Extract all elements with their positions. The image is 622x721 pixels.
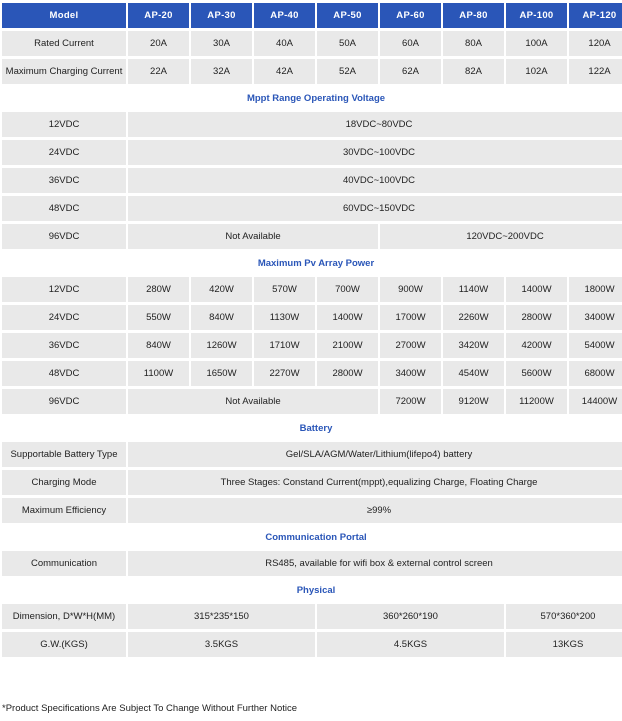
row-label: 36VDC	[2, 168, 126, 193]
communication-row	[2, 551, 622, 576]
table-cell: 840W	[191, 305, 252, 330]
table-cell: 420W	[191, 277, 252, 302]
table-cell: 1140W	[443, 277, 504, 302]
table-cell: 2100W	[317, 333, 378, 358]
table-cell: 6800W	[569, 361, 622, 386]
section-title: Maximum Pv Array Power	[2, 252, 622, 274]
battery-row	[2, 470, 622, 495]
model-name: AP-50	[317, 3, 378, 28]
model-name: AP-100	[506, 3, 567, 28]
table-cell: 1400W	[506, 277, 567, 302]
table-cell: 570*360*200	[506, 604, 622, 629]
row-label: 48VDC	[2, 196, 126, 221]
dimension-row	[2, 604, 622, 629]
row-label: 24VDC	[2, 140, 126, 165]
table-cell: 120VDC~200VDC	[380, 224, 622, 249]
table-cell: 2260W	[443, 305, 504, 330]
table-cell: 3400W	[380, 361, 441, 386]
table-cell: 840W	[128, 333, 189, 358]
communication-section-row	[2, 526, 622, 548]
table-cell: 1130W	[254, 305, 315, 330]
table-cell: 2270W	[254, 361, 315, 386]
table-cell: 4200W	[506, 333, 567, 358]
table-cell: 1800W	[569, 277, 622, 302]
table-cell: 2800W	[317, 361, 378, 386]
pv-row	[2, 305, 622, 330]
row-label: Rated Current	[2, 31, 126, 56]
section-title: Communication Portal	[2, 526, 622, 548]
physical-section-row	[2, 579, 622, 601]
row-label: 96VDC	[2, 389, 126, 414]
row-label: 24VDC	[2, 305, 126, 330]
table-cell: 20A	[128, 31, 189, 56]
mppt-row	[2, 196, 622, 221]
table-cell: 60A	[380, 31, 441, 56]
table-cell: 50A	[317, 31, 378, 56]
battery-row	[2, 498, 622, 523]
table-cell: 102A	[506, 59, 567, 84]
battery-row	[2, 442, 622, 467]
table-cell: 5400W	[569, 333, 622, 358]
table-cell: RS485, available for wifi box & external control screen	[128, 551, 622, 576]
pv-row	[2, 277, 622, 302]
table-cell: 80A	[443, 31, 504, 56]
table-cell: 14400W	[569, 389, 622, 414]
row-label: 48VDC	[2, 361, 126, 386]
model-name: AP-20	[128, 3, 189, 28]
row-label: 36VDC	[2, 333, 126, 358]
section-title: Mppt Range Operating Voltage	[2, 87, 622, 109]
footnote: *Product Specifications Are Subject To Change Without Further Notice	[2, 703, 298, 714]
table-cell: 60VDC~150VDC	[128, 196, 622, 221]
table-cell: 360*260*190	[317, 604, 504, 629]
table-cell: Not Available	[128, 224, 378, 249]
table-cell: Three Stages: Constand Current(mppt),equalizing Charge, Floating Charge	[128, 470, 622, 495]
table-cell: 7200W	[380, 389, 441, 414]
table-cell: 62A	[380, 59, 441, 84]
table-cell: 315*235*150	[128, 604, 315, 629]
table-cell: 550W	[128, 305, 189, 330]
section-title: Battery	[2, 417, 622, 439]
table-cell: 2800W	[506, 305, 567, 330]
model-header: Model	[2, 3, 126, 28]
table-cell: 2700W	[380, 333, 441, 358]
table-cell: 1260W	[191, 333, 252, 358]
header-row	[2, 3, 622, 28]
table-cell: 120A	[569, 31, 622, 56]
table-cell: ≥99%	[128, 498, 622, 523]
table-cell: 3.5KGS	[128, 632, 315, 657]
table-cell: 82A	[443, 59, 504, 84]
table-cell: 4540W	[443, 361, 504, 386]
model-name: AP-120	[569, 3, 622, 28]
model-name: AP-40	[254, 3, 315, 28]
table-cell: 1700W	[380, 305, 441, 330]
table-cell: 13KGS	[506, 632, 622, 657]
table-cell: Not Available	[128, 389, 378, 414]
table-cell: 900W	[380, 277, 441, 302]
table-cell: 700W	[317, 277, 378, 302]
table-cell: 3400W	[569, 305, 622, 330]
mppt-row-96vdc	[2, 224, 622, 249]
table-cell: 18VDC~80VDC	[128, 112, 622, 137]
row-label: G.W.(KGS)	[2, 632, 126, 657]
weight-row	[2, 632, 622, 657]
model-name: AP-30	[191, 3, 252, 28]
row-label: 12VDC	[2, 277, 126, 302]
row-label: 12VDC	[2, 112, 126, 137]
mppt-row	[2, 140, 622, 165]
table-cell: 30VDC~100VDC	[128, 140, 622, 165]
table-cell: 1400W	[317, 305, 378, 330]
table-cell: 5600W	[506, 361, 567, 386]
table-cell: 280W	[128, 277, 189, 302]
table-cell: 40VDC~100VDC	[128, 168, 622, 193]
table-cell: 3420W	[443, 333, 504, 358]
table-cell: 11200W	[506, 389, 567, 414]
table-cell: 52A	[317, 59, 378, 84]
mppt-row	[2, 168, 622, 193]
max-charging-current-row	[2, 59, 622, 84]
table-cell: 122A	[569, 59, 622, 84]
mppt-row	[2, 112, 622, 137]
section-title: Physical	[2, 579, 622, 601]
table-cell: 30A	[191, 31, 252, 56]
table-cell: 9120W	[443, 389, 504, 414]
table-cell: 40A	[254, 31, 315, 56]
pv-row	[2, 333, 622, 358]
row-label: Charging Mode	[2, 470, 126, 495]
row-label: Maximum Efficiency	[2, 498, 126, 523]
pv-section-row	[2, 252, 622, 274]
row-label: Communication	[2, 551, 126, 576]
table-cell: Gel/SLA/AGM/Water/Lithium(lifepo4) battery	[128, 442, 622, 467]
battery-section-row	[2, 417, 622, 439]
row-label: Maximum Charging Current	[2, 59, 126, 84]
table-cell: 42A	[254, 59, 315, 84]
row-label: Dimension, D*W*H(MM)	[2, 604, 126, 629]
table-cell: 32A	[191, 59, 252, 84]
table-cell: 100A	[506, 31, 567, 56]
rated-current-row	[2, 31, 622, 56]
table-cell: 1100W	[128, 361, 189, 386]
table-cell: 4.5KGS	[317, 632, 504, 657]
table-cell: 1710W	[254, 333, 315, 358]
row-label: Supportable Battery Type	[2, 442, 126, 467]
table-cell: 22A	[128, 59, 189, 84]
table-cell: 1650W	[191, 361, 252, 386]
pv-row-96vdc	[2, 389, 622, 414]
pv-row	[2, 361, 622, 386]
model-name: AP-60	[380, 3, 441, 28]
model-name: AP-80	[443, 3, 504, 28]
row-label: 96VDC	[2, 224, 126, 249]
mppt-section-row	[2, 87, 622, 109]
table-cell: 570W	[254, 277, 315, 302]
